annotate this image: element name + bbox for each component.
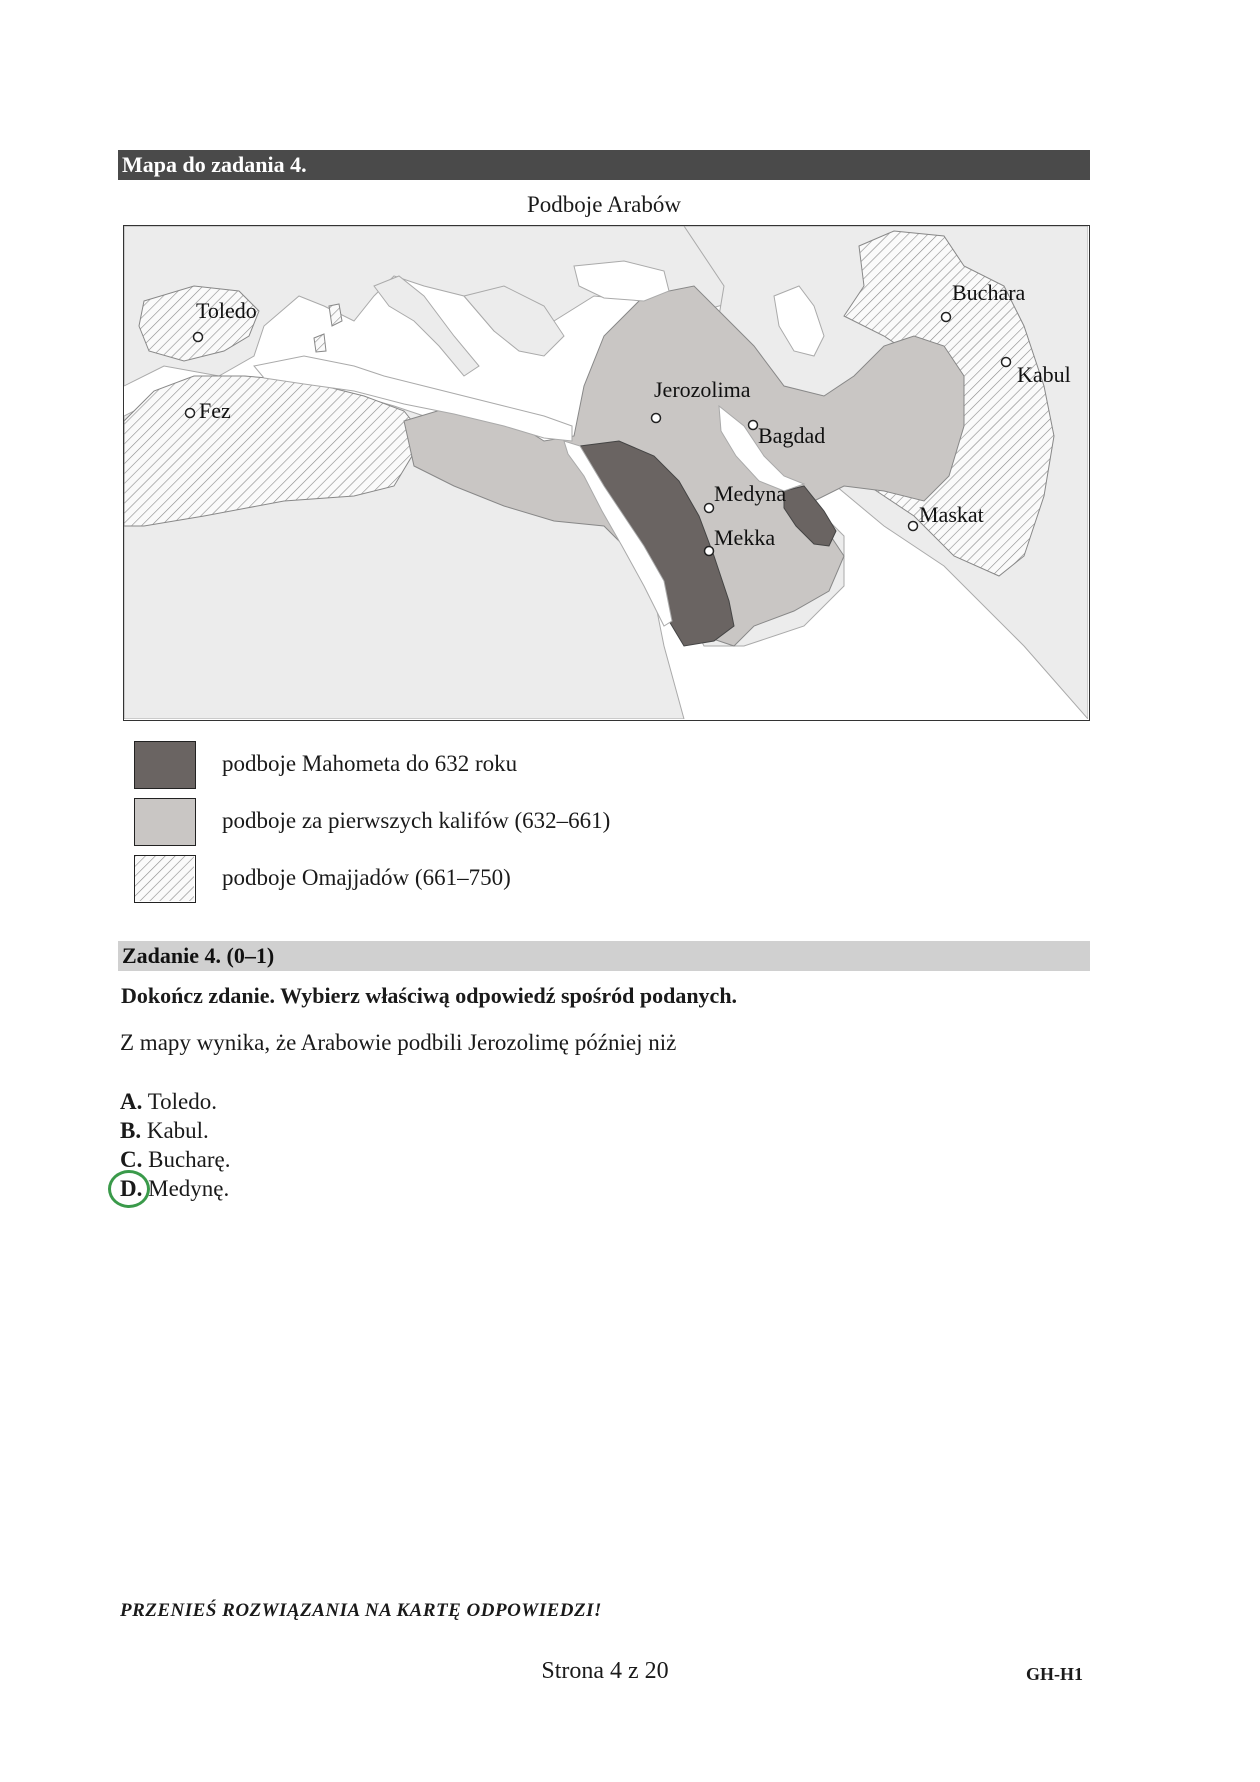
page-number: Strona 4 z 20 [541,1658,669,1684]
legend-item-caliphs [134,798,734,850]
map-section-header: Mapa do zadania 4. [118,150,1090,180]
city-marker [1002,358,1011,367]
city-marker [186,409,195,418]
option-text: Kabul. [146,1118,209,1143]
map [123,225,1090,721]
exam-code: GH-H1 [1026,1664,1083,1684]
city-label: Fez [199,398,231,423]
city-bagdad [749,421,826,449]
legend-swatch-hatched [134,855,196,903]
city-label: Medyna [714,481,787,506]
option-letter: A. [120,1089,143,1114]
option-letter: D. [120,1176,143,1201]
selected-answer-circle [108,1170,150,1208]
city-marker [705,504,714,513]
hatch-pattern-icon [135,856,194,901]
option-letter: B. [120,1118,142,1143]
answer-options [120,1087,231,1203]
option-b[interactable] [120,1116,231,1145]
legend-item-umayyad [134,855,734,907]
city-marker [705,547,714,556]
city-maskat [909,502,984,531]
task-question: Z mapy wynika, że Arabowie podbili Jerozolimę później niż [120,1030,677,1055]
legend-swatch-light [134,798,196,846]
option-text: Bucharę. [148,1147,231,1172]
task-instruction: Dokończ zdanie. Wybierz właściwą odpowiedź spośród podanych. [121,983,738,1008]
city-label: Kabul [1017,362,1071,387]
city-label: Maskat [919,502,984,527]
legend-item-muhammad [134,741,734,793]
option-a[interactable] [120,1087,231,1116]
city-marker [194,333,203,342]
city-marker [942,313,951,322]
legend-label: podboje Mahometa do 632 roku [222,751,518,776]
city-marker [909,522,918,531]
city-marker [652,414,661,423]
map-title: Podboje Arabów [527,192,681,217]
city-label: Buchara [952,280,1026,305]
city-label: Bagdad [758,423,826,448]
option-letter: C. [120,1147,143,1172]
option-text: Toledo. [147,1089,218,1114]
map-svg [124,226,1088,719]
footer-note: PRZENIEŚ ROZWIĄZANIA NA KARTĘ ODPOWIEDZI! [120,1600,602,1621]
option-d[interactable] [120,1174,231,1203]
city-marker [749,421,758,430]
city-label: Mekka [714,525,776,550]
legend-label: podboje Omajjadów (661–750) [222,865,511,890]
option-text: Medynę. [148,1176,230,1201]
task-header: Zadanie 4. (0–1) [118,941,1090,971]
city-label: Toledo [196,298,257,323]
city-label: Jerozolima [654,377,751,402]
option-c[interactable] [120,1145,231,1174]
legend-swatch-dark [134,741,196,789]
legend-label: podboje za pierwszych kalifów (632–661) [222,808,611,833]
